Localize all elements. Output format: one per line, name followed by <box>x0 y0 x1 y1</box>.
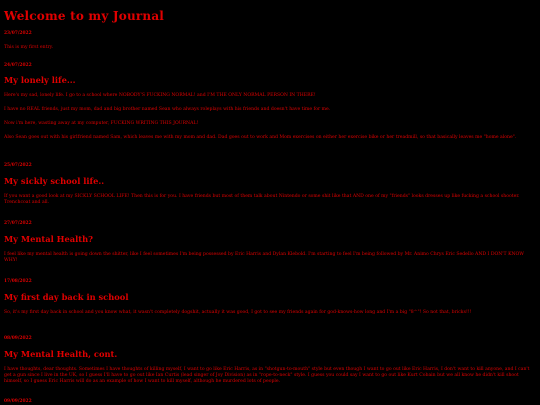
page-title: Welcome to my Journal <box>4 9 165 23</box>
entry-paragraph: I have thoughts, dear thoughts. Sometimes I have thoughts of killing myself, I want to go like Eric Harris, as in "shotgun-to-mouth" style but even though I want to go out like Eric Harris, I don't want to kill anyone, and I can't get a gun since I live in the UK, so I guess I'll have to go out like Ian Curtis (lead singer of Joy Division) as in "rope-to-neck" style. I guess you could say I want to go out like Kurt Cobain but we all know he didn't kill shoot himself, so I guess Eric Harris will do as an example of how I want to kill myself, although he murdered lots of people. <box>4 367 530 384</box>
entry-paragraph: I have no REAL friends, just my mom, dad and big brother named Sean who always roleplays with his friends and doesn't have time for me. <box>4 107 331 112</box>
journal-entry <box>4 63 532 141</box>
entry-paragraph: Also Sean goes out with his girlfriend named Sam, which leaves me with my mom and dad. Dad goes out to work and Mom exercises on either her exercise bike or her treadmill, so that basically leaves me "home alone". <box>4 135 517 140</box>
entry-date: 27/07/2022 <box>4 221 32 226</box>
entry-paragraph: If you want a good look at my SICKLY SCHOOL LIFE! Then this is for you. I have friends but most of them talk about Nintendo or some shit like that AND one of my "friends" looks dresses up like fucking a school shooter. Trenchcoat and all. <box>4 194 520 205</box>
entry-date: 23/07/2022 <box>4 31 32 36</box>
entry-title: My lonely life... <box>4 75 76 85</box>
entry-title: My Mental Health? <box>4 234 94 244</box>
entry-paragraph: I feel like my mental health is going down the shitter, like I feel sometimes I'm being possessed by Eric Harris and Dylan Klebold. I'm starting to feel I'm being followed by Mr. Animo Chrys Eric Sedello AND I DON'T KNOW WHY! <box>4 252 525 263</box>
entry-paragraph: Here's my sad, lonely life. I go to a school where NOBODY'S FUCKING NORMAL! and I'M THE ONLY NORMAL PERSON IN THERE! <box>4 93 316 98</box>
entry-date: 09/09/2022 <box>4 399 32 404</box>
journal-entry <box>4 399 532 404</box>
journal-entry <box>4 31 532 51</box>
entry-date: 24/07/2022 <box>4 63 32 68</box>
entry-title: My sickly school life.. <box>4 176 105 186</box>
journal-entry <box>4 163 532 206</box>
entry-date: 17/08/2022 <box>4 279 32 284</box>
entry-date: 08/09/2022 <box>4 336 32 341</box>
entry-paragraph: So, it's my first day back in school and you know what, it wasn't completely dogshit, actually it was good, I got to see my friends again for god-knows-how long and I'm a big "8^"! So not that, bricks!!! <box>4 310 472 315</box>
entry-title: My Mental Health, cont. <box>4 349 118 359</box>
entry-paragraph: Now i'm here, wasting away at my computer, FUCKING WRITING THIS JOURNAL! <box>4 121 199 126</box>
entry-title: My first day back in school <box>4 292 129 302</box>
journal-entry <box>4 279 532 316</box>
entry-paragraph: This is my first entry. <box>4 45 54 50</box>
entry-date: 25/07/2022 <box>4 163 32 168</box>
journal-entry <box>4 221 532 264</box>
journal-entry <box>4 336 532 385</box>
